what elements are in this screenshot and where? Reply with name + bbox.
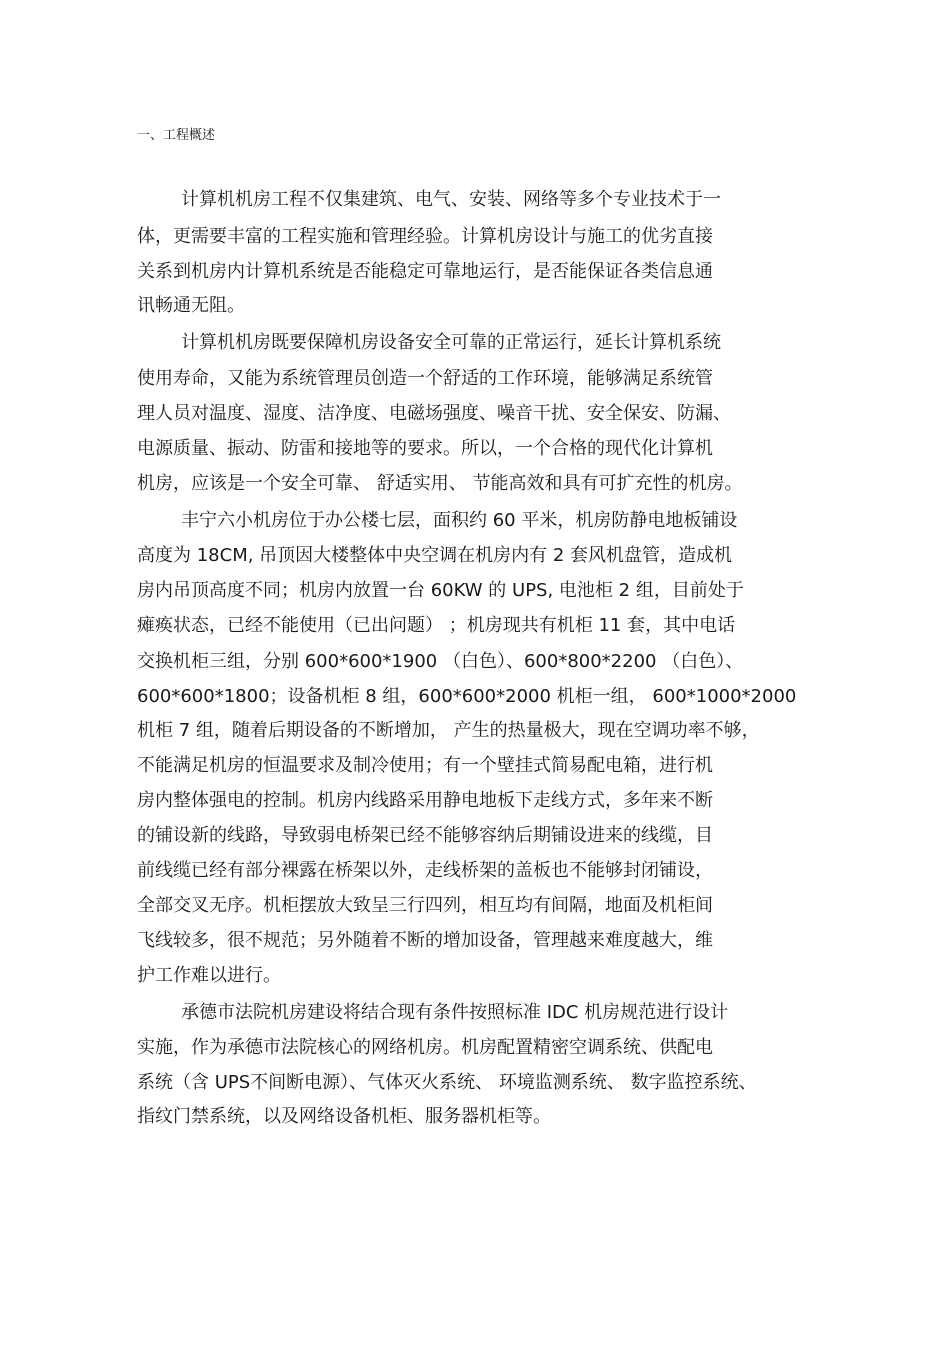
text-line: 飞线较多，很不规范；另外随着不断的增加设备，管理越来难度越大，维 bbox=[137, 930, 713, 951]
text-line: 瘫痪状态，已经不能使用（已出问题） ；机房现共有机柜 11 套，其中电话 bbox=[137, 615, 736, 636]
text-line: 电源质量、振动、防雷和接地等的要求。所以，一个合格的现代化计算机 bbox=[137, 438, 713, 459]
text-line: 的铺设新的线路，导致弱电桥架已经不能够容纳后期铺设进来的线缆，目 bbox=[137, 825, 713, 846]
text-line: 系统（含 UPS不间断电源）、气体灭火系统、 环境监测系统、 数字监控系统、 bbox=[137, 1072, 757, 1093]
section-heading: 一、工程概述 bbox=[137, 128, 216, 143]
text-line: 房内整体强电的控制。机房内线路采用静电地板下走线方式，多年来不断 bbox=[137, 790, 713, 811]
text-line: 全部交叉无序。机柜摆放大致呈三行四列，相互均有间隔，地面及机柜间 bbox=[137, 895, 713, 916]
text-line: 承德市法院机房建设将结合现有条件按照标准 IDC 机房规范进行设计 bbox=[181, 1002, 729, 1023]
text-line: 体，更需要丰富的工程实施和管理经验。计算机房设计与施工的优劣直接 bbox=[137, 226, 713, 247]
text-line: 房内吊顶高度不同；机房内放置一台 60KW 的 UPS, 电池柜 2 组，目前处于 bbox=[137, 580, 744, 601]
text-line: 护工作难以进行。 bbox=[137, 965, 281, 986]
text-line: 不能满足机房的恒温要求及制冷使用；有一个壁挂式简易配电箱，进行机 bbox=[137, 755, 713, 776]
text-line: 高度为 18CM, 吊顶因大楼整体中央空调在机房内有 2 套风机盘管，造成机 bbox=[137, 545, 733, 566]
text-line: 讯畅通无阻。 bbox=[137, 295, 245, 316]
text-line: 使用寿命，又能为系统管理员创造一个舒适的工作环境，能够满足系统管 bbox=[137, 368, 713, 389]
text-line: 丰宁六小机房位于办公楼七层，面积约 60 平米，机房防静电地板铺设 bbox=[181, 510, 738, 531]
text-line: 理人员对温度、湿度、洁净度、电磁场强度、噪音干扰、安全保安、防漏、 bbox=[137, 403, 731, 424]
text-line: 机柜 7 组，随着后期设备的不断增加， 产生的热量极大，现在空调功率不够， bbox=[137, 720, 760, 741]
text-line: 关系到机房内计算机系统是否能稳定可靠地运行，是否能保证各类信息通 bbox=[137, 261, 713, 282]
text-line: 计算机机房既要保障机房设备安全可靠的正常运行，延长计算机系统 bbox=[181, 332, 721, 353]
text-line: 600*600*1800；设备机柜 8 组，600*600*2000 机柜一组， 600*1000*2000 bbox=[137, 686, 797, 707]
text-line: 实施，作为承德市法院核心的网络机房。机房配置精密空调系统、供配电 bbox=[137, 1037, 713, 1058]
text-line: 机房，应该是一个安全可靠、 舒适实用、 节能高效和具有可扩充性的机房。 bbox=[137, 473, 743, 494]
text-line: 交换机柜三组，分别 600*600*1900 （白色）、600*800*2200 （白色）、 bbox=[137, 651, 744, 672]
text-line: 指纹门禁系统，以及网络设备机柜、服务器机柜等。 bbox=[137, 1106, 551, 1127]
text-line: 前线缆已经有部分裸露在桥架以外，走线桥架的盖板也不能够封闭铺设， bbox=[137, 860, 713, 881]
text-line: 计算机机房工程不仅集建筑、电气、安装、网络等多个专业技术于一 bbox=[181, 189, 721, 210]
